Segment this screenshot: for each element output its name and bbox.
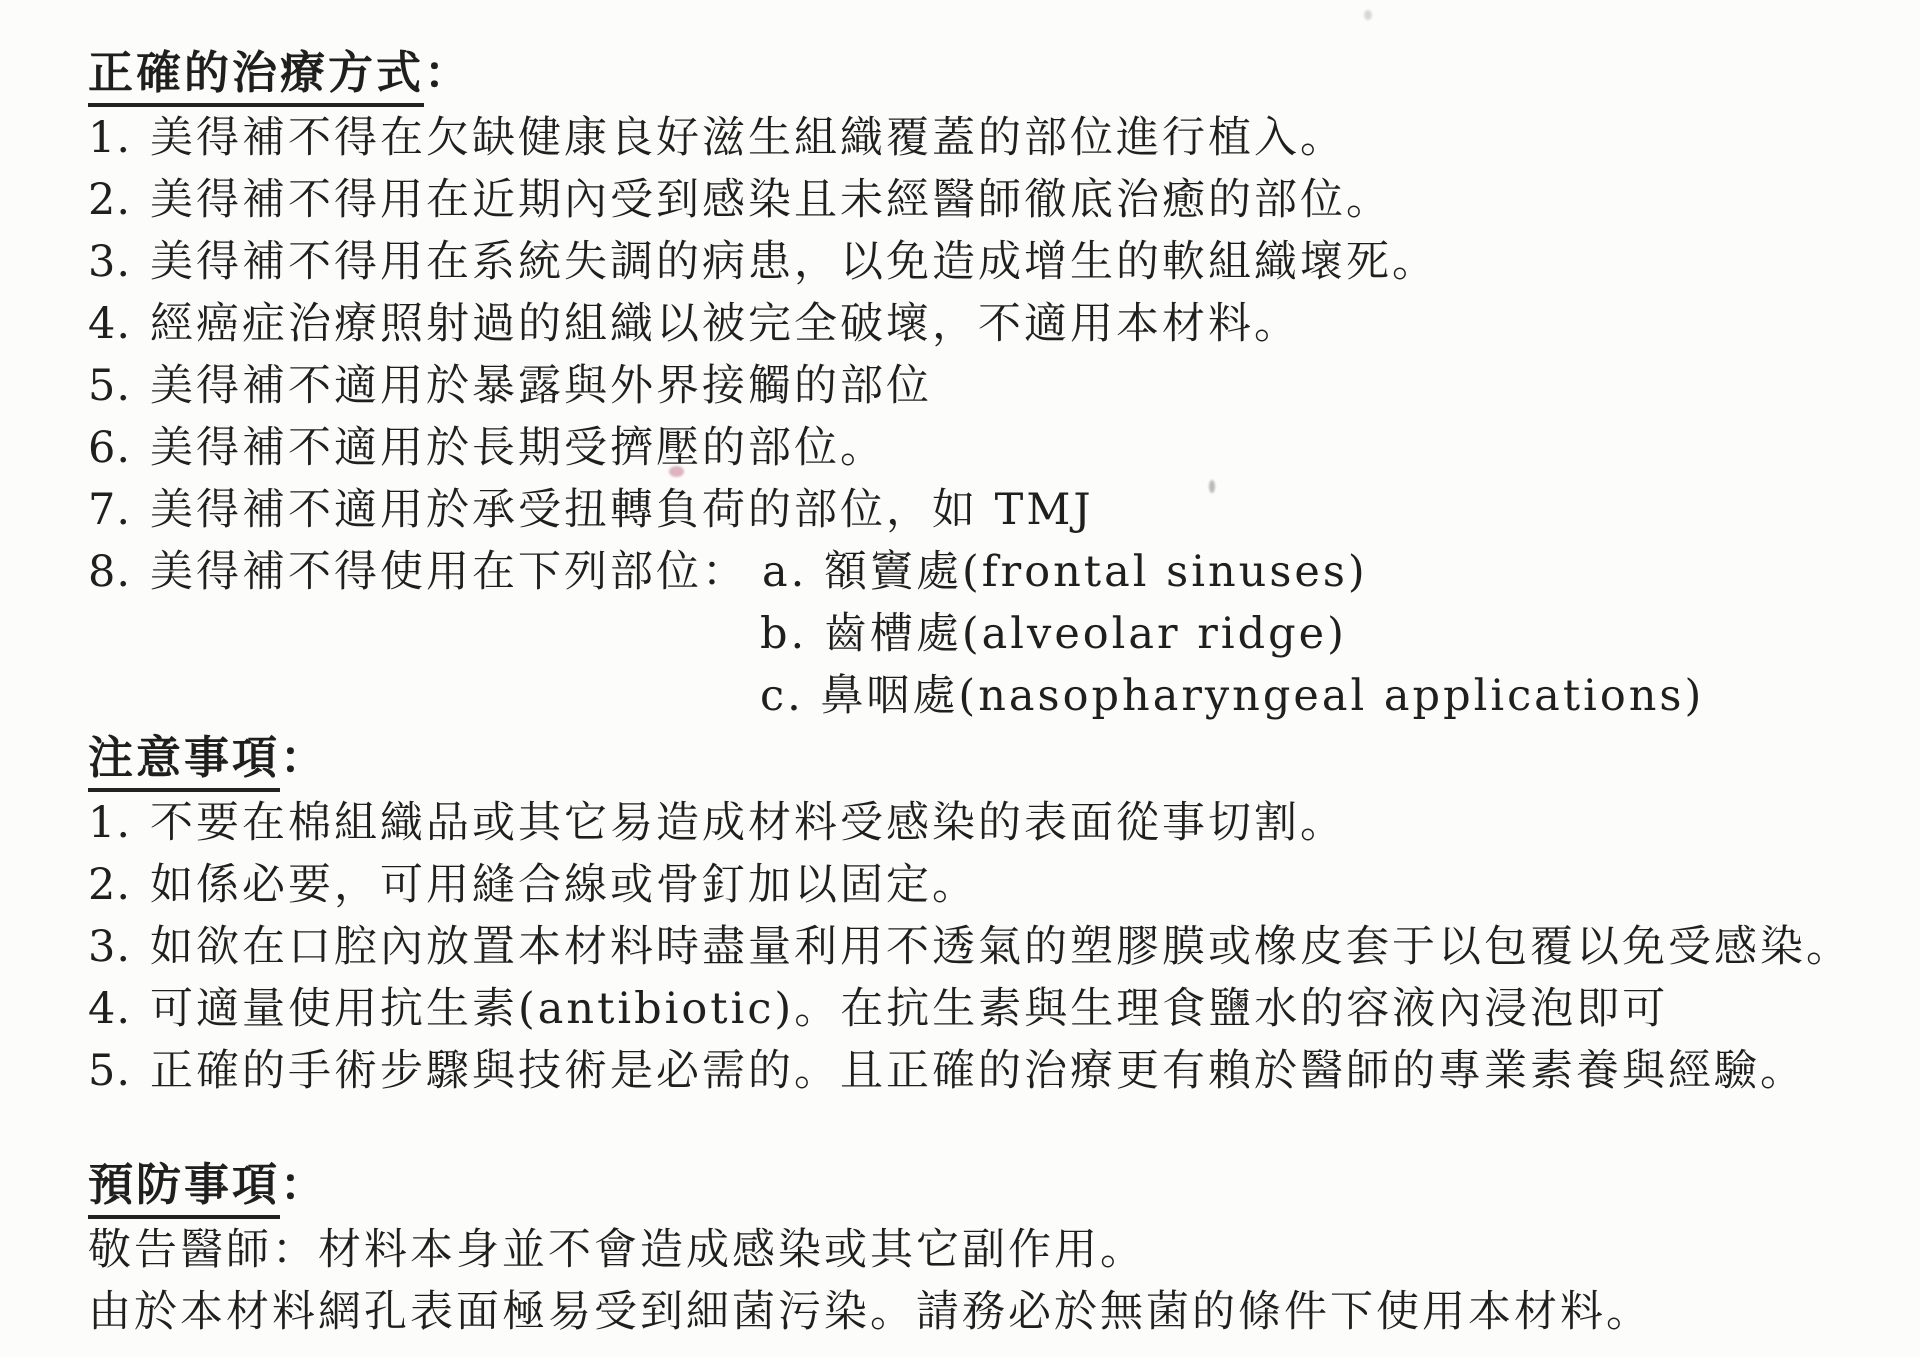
item-number: 4. <box>88 299 132 349</box>
scan-speck <box>1364 10 1372 20</box>
item-number: 5. <box>88 361 132 411</box>
list-item <box>88 107 1880 169</box>
item-number: 2. <box>88 175 132 225</box>
sub-item-a: a. 額竇處(frontal sinuses) <box>762 547 1368 597</box>
item-text: 美得補不得在欠缺健康良好滋生組織覆蓋的部位進行植入。 <box>150 113 1346 163</box>
item-number: 3. <box>88 922 132 972</box>
section-heading <box>88 1154 1880 1219</box>
item-text: 可適量使用抗生素(antibiotic)。在抗生素與生理食鹽水的容液內浸泡即可 <box>150 984 1669 1034</box>
item-text: 正確的手術步驟與技術是必需的。且正確的治療更有賴於醫師的專業素養與經驗。 <box>150 1046 1806 1096</box>
blank-line <box>88 1102 1880 1154</box>
sub-list-item <box>88 603 1880 665</box>
paragraph-line <box>88 1281 1880 1343</box>
item-text: 如係必要，可用縫合線或骨釘加以固定。 <box>150 860 978 910</box>
section-heading-text: 正確的治療方式 <box>88 45 424 107</box>
item-text: 美得補不得使用在下列部位： <box>150 547 748 597</box>
sub-item-c: c. 鼻咽處(nasopharyngeal applications) <box>760 671 1705 721</box>
list-item <box>88 355 1880 417</box>
section-precautions <box>88 727 1880 1102</box>
list-item <box>88 854 1880 916</box>
list-item <box>88 231 1880 293</box>
paragraph-line <box>88 1219 1880 1281</box>
paragraph-text: 敬告醫師：材料本身並不會造成感染或其它副作用。 <box>88 1225 1146 1275</box>
sub-item-b: b. 齒槽處(alveolar ridge) <box>760 609 1347 659</box>
section-heading <box>88 727 1880 792</box>
list-item <box>88 169 1880 231</box>
item-text: 經癌症治療照射過的組織以被完全破壞，不適用本材料。 <box>150 299 1300 349</box>
item-number: 7. <box>88 485 132 535</box>
section-heading-colon: ： <box>280 1158 329 1211</box>
section-prevention <box>88 1154 1880 1343</box>
item-number: 1. <box>88 113 132 163</box>
section-heading-colon: ： <box>424 46 473 99</box>
section-heading-colon: ： <box>280 731 329 784</box>
list-item <box>88 417 1880 479</box>
sub-list-item <box>88 665 1880 727</box>
item-text: 不要在棉組織品或其它易造成材料受感染的表面從事切割。 <box>150 798 1346 848</box>
item-text: 美得補不適用於承受扭轉負荷的部位，如 TMJ <box>150 485 1094 535</box>
item-text: 美得補不適用於暴露與外界接觸的部位 <box>150 361 932 411</box>
section-correct-treatment <box>88 42 1880 727</box>
section-heading-text: 注意事項 <box>88 730 280 792</box>
item-number: 6. <box>88 423 132 473</box>
list-item <box>88 479 1880 541</box>
item-number: 3. <box>88 237 132 287</box>
item-number: 8. <box>88 547 132 597</box>
section-heading <box>88 42 1880 107</box>
item-number: 2. <box>88 860 132 910</box>
list-item <box>88 792 1880 854</box>
item-text: 美得補不得用在系統失調的病患，以免造成增生的軟組織壞死。 <box>150 237 1438 287</box>
list-item <box>88 916 1880 978</box>
list-item <box>88 541 1880 603</box>
item-number: 1. <box>88 798 132 848</box>
item-text: 美得補不適用於長期受擠壓的部位。 <box>150 423 886 473</box>
section-heading-text: 預防事項 <box>88 1157 280 1219</box>
item-number: 4. <box>88 984 132 1034</box>
list-item <box>88 293 1880 355</box>
item-number: 5. <box>88 1046 132 1096</box>
item-text: 美得補不得用在近期內受到感染且未經醫師徹底治癒的部位。 <box>150 175 1392 225</box>
paragraph-text: 由於本材料網孔表面極易受到細菌污染。請務必於無菌的條件下使用本材料。 <box>88 1287 1652 1337</box>
list-item <box>88 1040 1880 1102</box>
item-text: 如欲在口腔內放置本材料時盡量利用不透氣的塑膠膜或橡皮套于以包覆以免受感染。 <box>150 922 1852 972</box>
list-item <box>88 978 1880 1040</box>
